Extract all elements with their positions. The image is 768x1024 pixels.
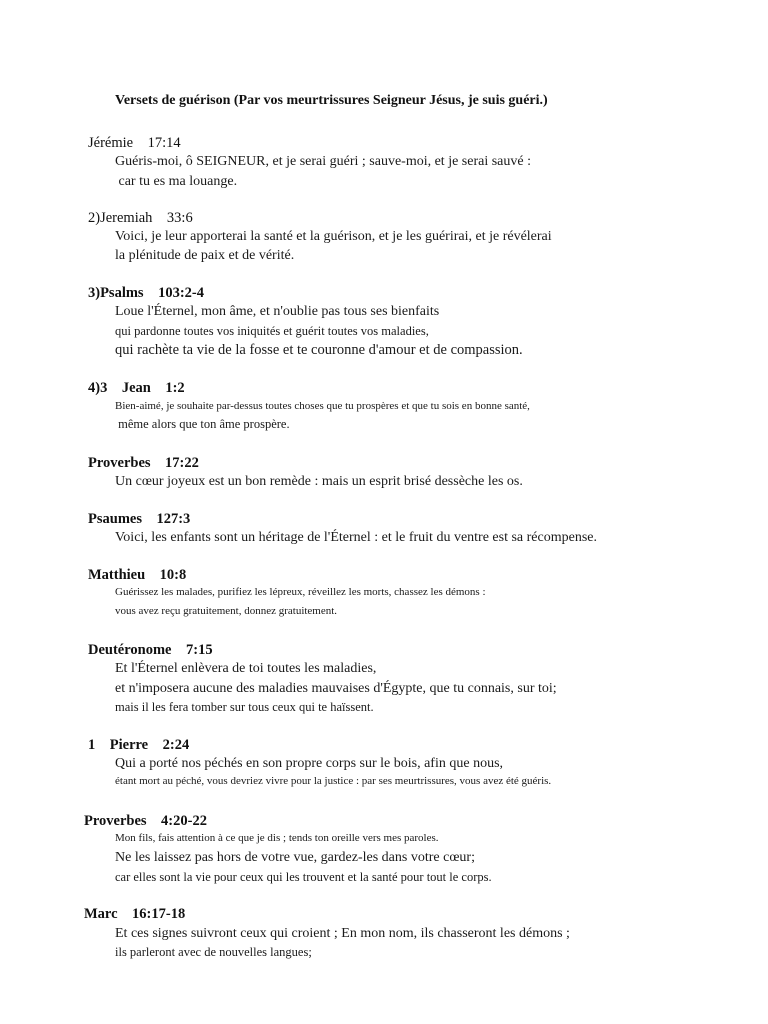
verse-line: et n'imposera aucune des maladies mauvaises d'Égypte, que tu connais, sur toi; bbox=[115, 681, 557, 696]
verse-reference: 1 Pierre 2:24 bbox=[88, 737, 190, 753]
verse-reference: 4)3 Jean 1:2 bbox=[88, 380, 185, 396]
verse-line: Et ces signes suivront ceux qui croient ; En mon nom, ils chasseront les démons ; bbox=[115, 926, 570, 941]
verse-line: la plénitude de paix et de vérité. bbox=[115, 248, 295, 263]
verse-line: Un cœur joyeux est un bon remède : mais un esprit brisé dessèche les os. bbox=[115, 474, 523, 489]
verse-reference: Proverbes 4:20-22 bbox=[84, 813, 207, 829]
verse-line: Et l'Éternel enlèvera de toi toutes les maladies, bbox=[115, 661, 377, 676]
verse-line: Voici, les enfants sont un héritage de l'Éternel : et le fruit du ventre est sa récompense. bbox=[115, 530, 597, 545]
verse-line: qui rachète ta vie de la fosse et te couronne d'amour et de compassion. bbox=[115, 342, 523, 358]
verse-line: Bien-aimé, je souhaite par-dessus toutes choses que tu prospères et que tu sois en bonne santé, bbox=[115, 400, 530, 412]
page-title: Versets de guérison (Par vos meurtrissures Seigneur Jésus, je suis guéri.) bbox=[115, 93, 548, 108]
verse-reference: Jérémie 17:14 bbox=[88, 135, 181, 151]
verse-line: Guérissez les malades, purifiez les lépreux, réveillez les morts, chassez les démons : bbox=[115, 586, 486, 598]
verse-reference: 2)Jeremiah 33:6 bbox=[88, 210, 193, 226]
verse-reference: Matthieu 10:8 bbox=[88, 567, 187, 583]
verse-line: Qui a porté nos péchés en son propre corps sur le bois, afin que nous, bbox=[115, 756, 504, 771]
verse-reference: Psaumes 127:3 bbox=[88, 511, 191, 527]
verse-line: Mon fils, fais attention à ce que je dis ; tends ton oreille vers mes paroles. bbox=[115, 832, 439, 844]
verse-line: vous avez reçu gratuitement, donnez gratuitement. bbox=[115, 605, 338, 617]
verse-reference: Deutéronome 7:15 bbox=[88, 642, 213, 658]
verse-line: qui pardonne toutes vos iniquités et guérit toutes vos maladies, bbox=[115, 324, 429, 338]
verse-reference: Marc 16:17-18 bbox=[84, 906, 186, 922]
verse-line: ils parleront avec de nouvelles langues; bbox=[115, 945, 312, 959]
verse-line: Voici, je leur apporterai la santé et la guérison, et je les guérirai, et je révélerai bbox=[115, 229, 552, 244]
verse-line: mais il les fera tomber sur tous ceux qui te haïssent. bbox=[115, 700, 374, 714]
verse-line: car elles sont la vie pour ceux qui les trouvent et la santé pour tout le corps. bbox=[115, 870, 492, 884]
verse-reference: 3)Psalms 103:2-4 bbox=[88, 285, 204, 301]
verse-reference: Proverbes 17:22 bbox=[88, 455, 199, 471]
verse-line: étant mort au péché, vous devriez vivre pour la justice : par ses meurtrissures, vous avez été guéris. bbox=[115, 775, 552, 787]
verse-line: Guéris-moi, ô SEIGNEUR, et je serai guéri ; sauve-moi, et je serai sauvé : bbox=[115, 154, 531, 169]
verse-line: Loue l'Éternel, mon âme, et n'oublie pas tous ses bienfaits bbox=[115, 304, 440, 319]
verse-line: car tu es ma louange. bbox=[115, 174, 238, 189]
verse-line: même alors que ton âme prospère. bbox=[115, 417, 290, 431]
verse-line: Ne les laissez pas hors de votre vue, gardez-les dans votre cœur; bbox=[115, 850, 475, 865]
